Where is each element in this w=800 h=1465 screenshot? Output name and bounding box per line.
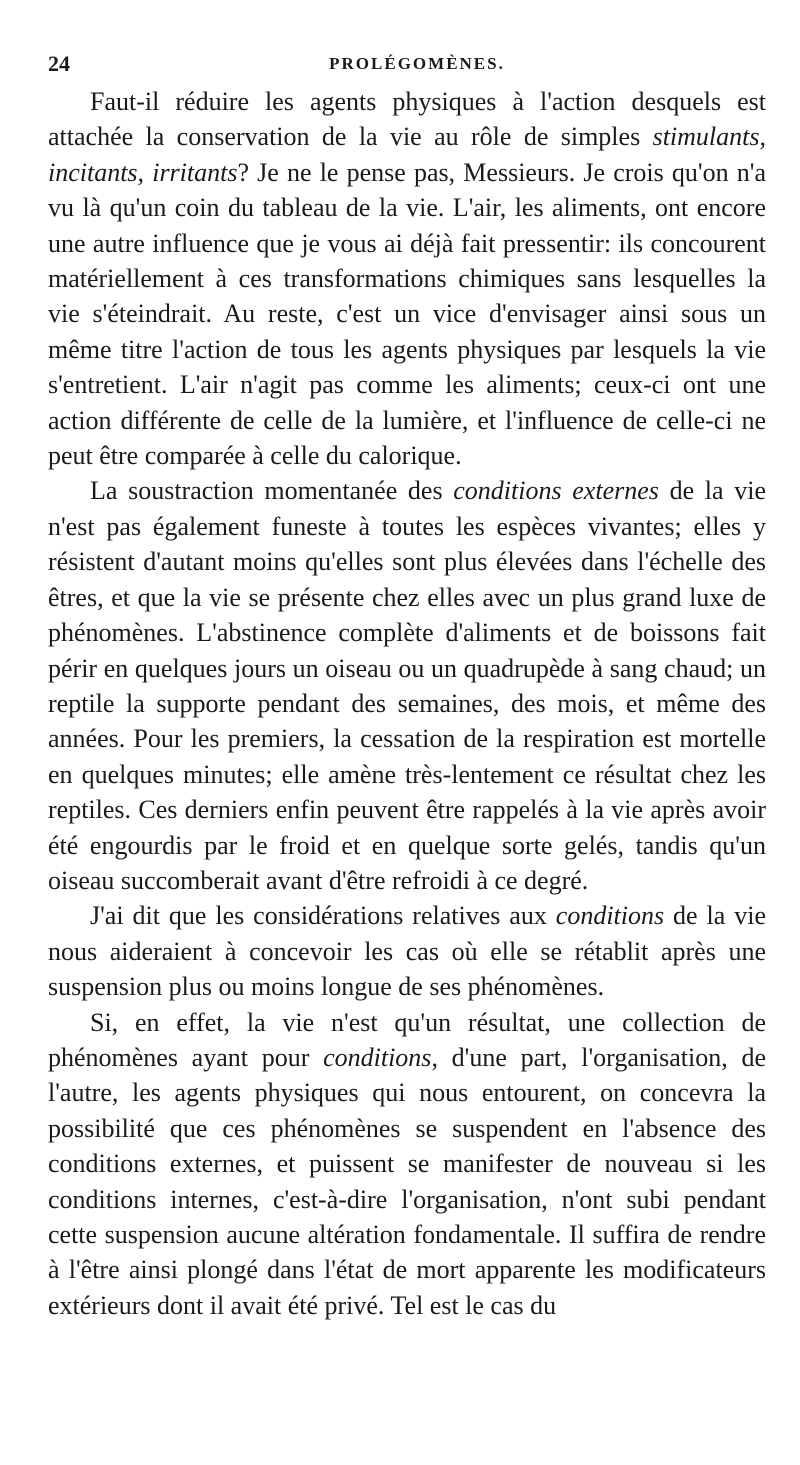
paragraph (48, 84, 766, 473)
paragraph (48, 1005, 766, 1324)
text-segment: de la vie nous aideraient à concevoir les cas où elle se rétablit après une suspension plus ou moins longue de ses phénomènes. (48, 901, 766, 1002)
body-text (48, 84, 766, 1323)
running-head (48, 50, 766, 78)
italic-segment: conditions externes (453, 476, 659, 506)
text-segment: de la vie n'est pas également funeste à toutes les espèces vivantes; elles y résistent d'autant moins qu'elles sont plus élevées dans l'échelle des êtres, et que la vie se présente chez elles avec un plus grand luxe de phénomènes. L'abstinence complète d'aliments et de boissons fait périr en quelques jours un oiseau ou un quadrupède à sang chaud; un reptile la supporte pendant des semaines, des mois, et même des années. Pour les premiers, la cessation de la respiration est mortelle en quelques minutes; elle amène très-lentement ce résultat chez les reptiles. Ces derniers enfin peuvent être rappelés à la vie après avoir été engourdis par le froid et en quelque sorte gelés, tandis qu'un oiseau succomberait avant d'être refroidi à ce degré. (48, 476, 766, 895)
text-segment: Faut-il réduire les agents physiques à l'action desquels est attachée la conservation de la vie au rôle de simples (48, 87, 766, 152)
italic-segment: stimulants, incitants, irritants (48, 122, 766, 187)
paragraph (48, 898, 766, 1004)
book-page (48, 50, 766, 1323)
text-segment: Si, en effet, la vie n'est qu'un résultat, une collection de phénomènes ayant pour (48, 1007, 766, 1072)
italic-segment: conditions (555, 901, 665, 931)
italic-segment: conditions (323, 1042, 432, 1072)
paragraph (48, 473, 766, 898)
running-head-title: PROLÉGOMÈNES. (329, 54, 505, 73)
text-segment: La soustraction momentanée des (90, 476, 454, 506)
text-segment: ? Je ne le pense pas, Messieurs. Je crois qu'on n'a vu là qu'un coin du tableau de la vie. L'air, les aliments, ont encore une autre influence que je vous ai déjà fait pressentir: ils concourent matériellement à ces transformations chimiques sans lesquelles la vie s'éteindrait. Au reste, c'est un vice d'envisager ainsi sous un même titre l'action de tous les agents physiques par lesquels la vie s'entretient. L'air n'agit pas comme les aliments; ceux-ci ont une action différente de celle de la lumière, et l'influence de celle-ci ne peut être comparée à celle du calorique. (48, 157, 766, 471)
text-segment: J'ai dit que les considérations relatives aux (90, 901, 556, 931)
text-segment: , d'une part, l'organisation, de l'autre, les agents physiques qui nous entourent, on concevra la possibilité que ces phénomènes se suspendent en l'absence des conditions externes, et puissent se manifester de nouveau si les conditions internes, c'est-à-dire l'organisation, n'ont subi pendant cette suspension aucune altération fondamentale. Il suffira de rendre à l'être ainsi plongé dans l'état de mort apparente les modificateurs extérieurs dont il avait été privé. Tel est le cas du (48, 1042, 766, 1320)
page-number: 24 (48, 51, 70, 76)
